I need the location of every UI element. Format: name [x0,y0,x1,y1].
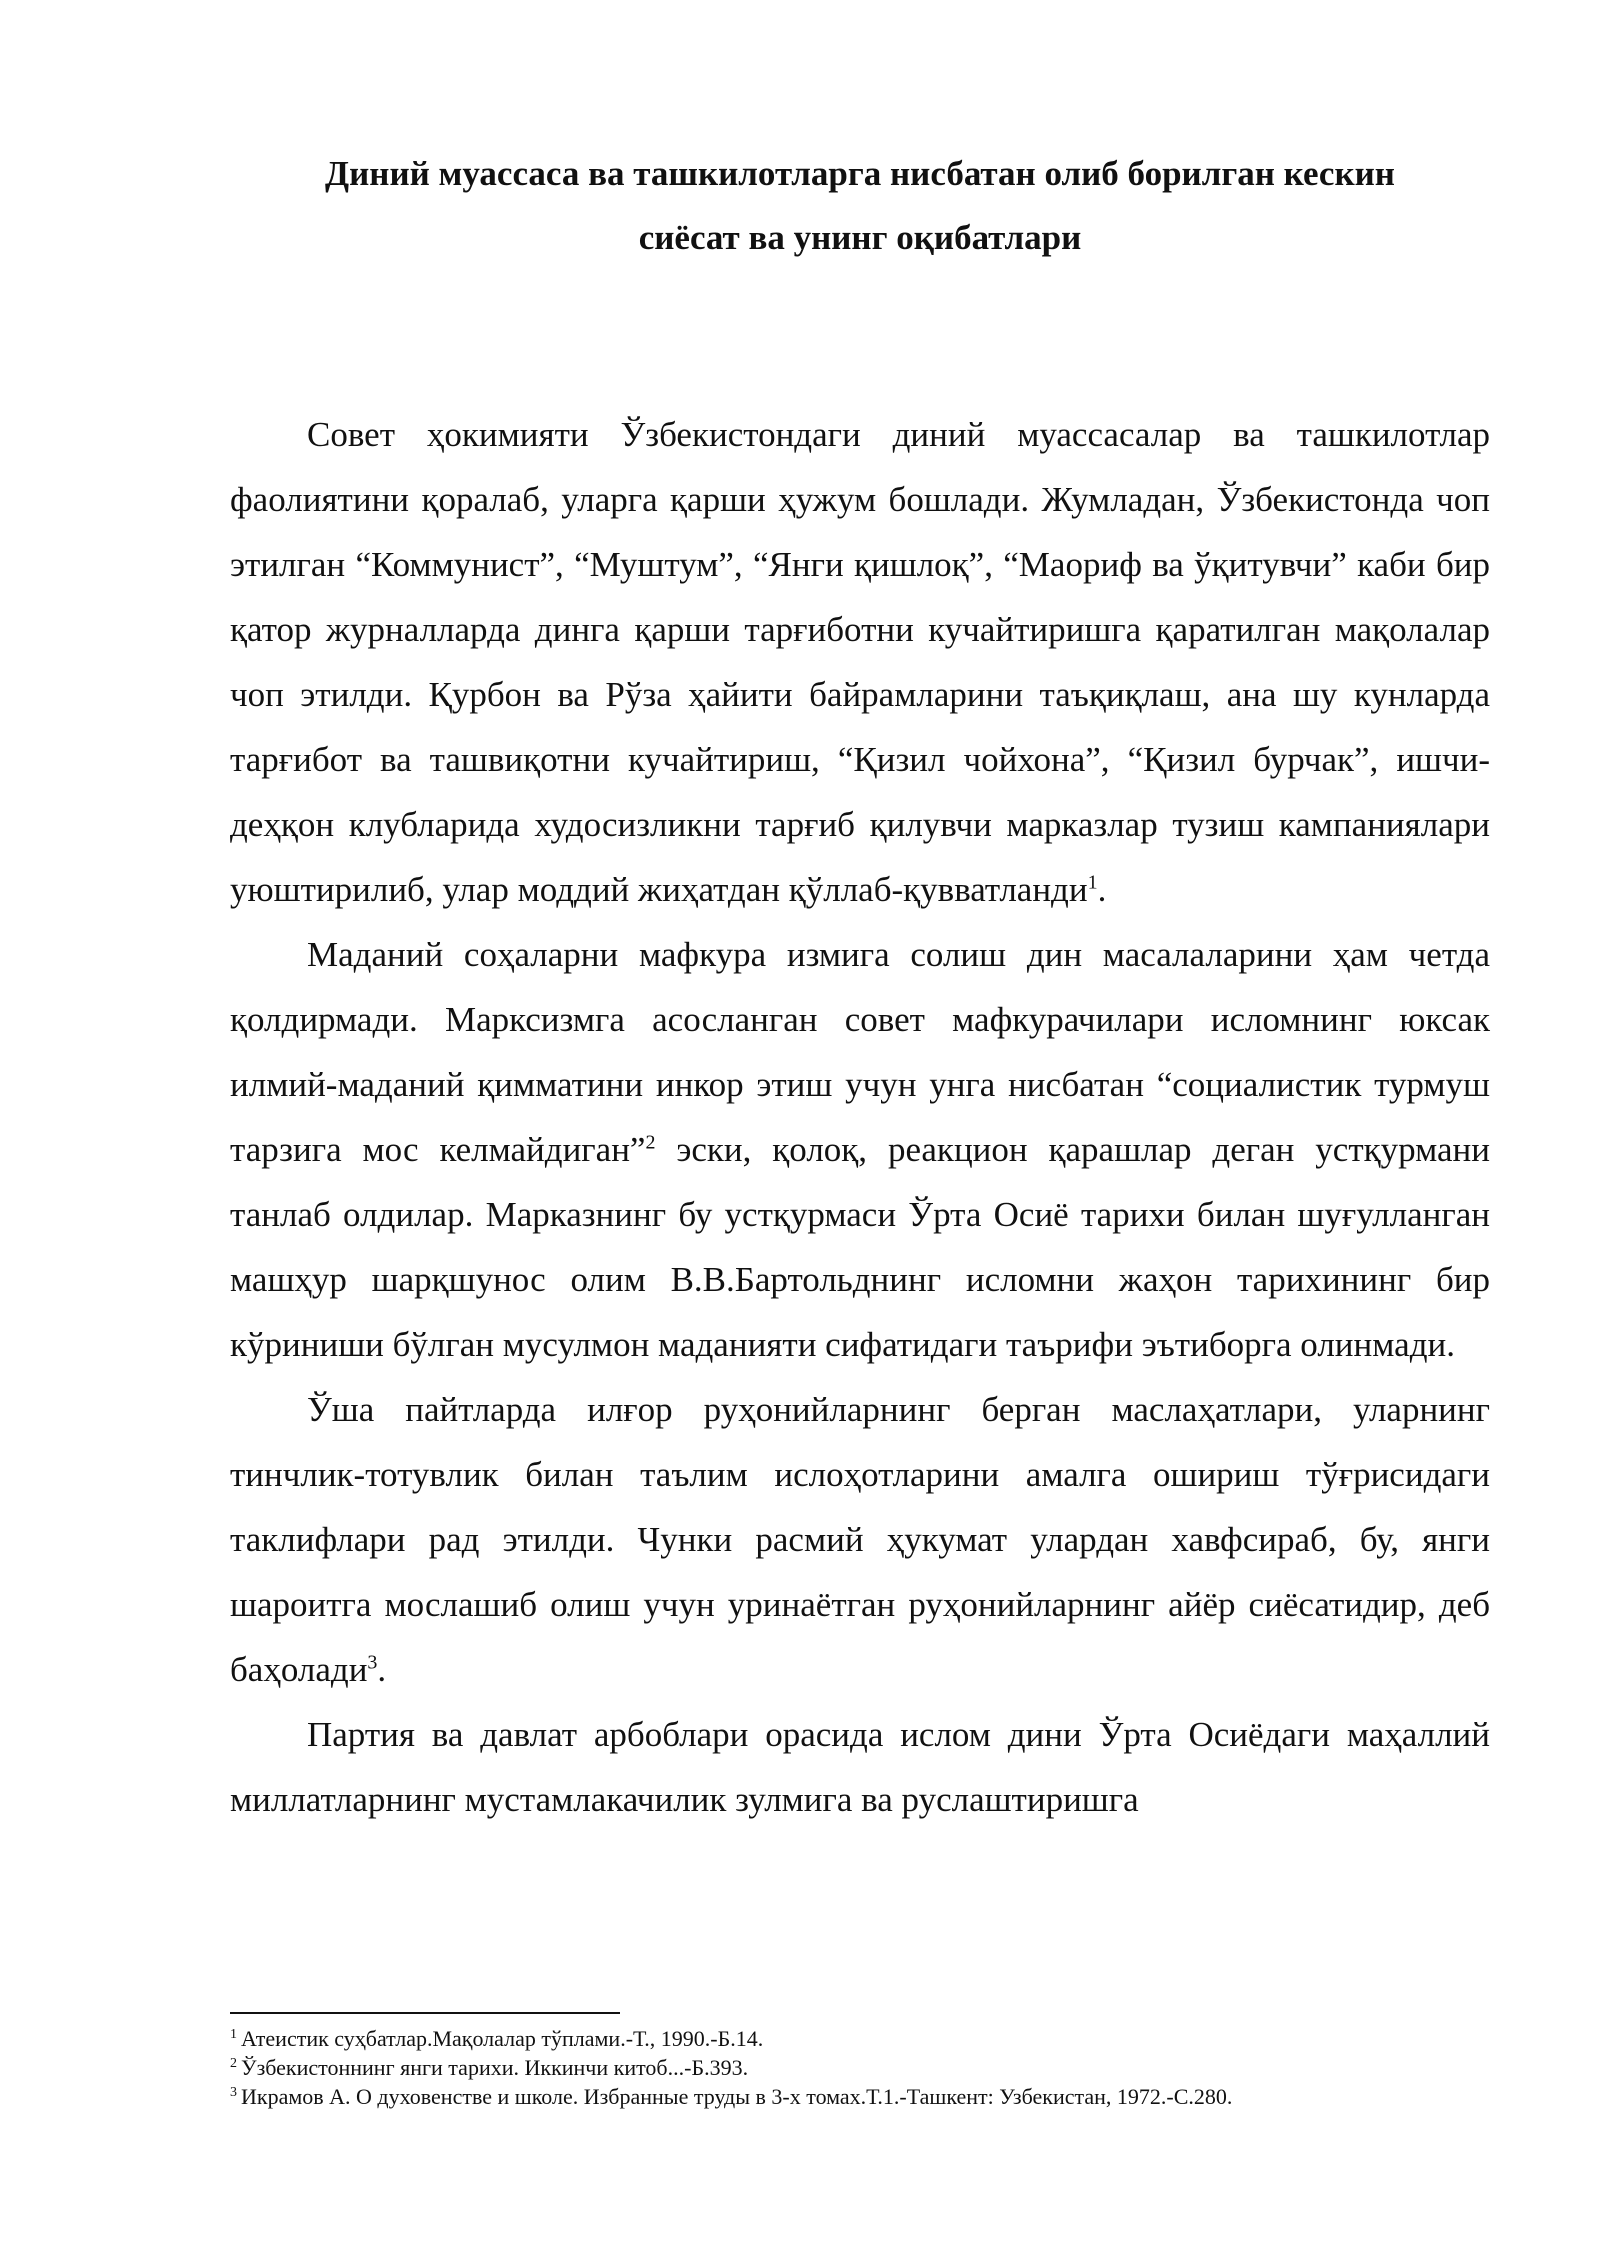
document-title [230,142,1490,270]
footnote-3 [230,2082,1530,2111]
paragraph-4 [230,1702,1490,1832]
footnotes [230,2024,1530,2111]
paragraph-text: Ўша пайтларда илғор руҳонийларнинг берган маслаҳатлари, уларнинг тинчлик-тотувлик билан таълим ислоҳотларини амалга ошириш тўғрисидаги таклифлари рад этилди. Чунки расмий ҳукумат улардан хавфсираб, бу, янги шароитга мослашиб олиш учун уринаётган руҳонийларнинг айёр сиёсатидир, деб баҳолади [230,1390,1490,1689]
paragraph-text: . [377,1650,387,1689]
paragraph-text: Партия ва давлат арбоблари орасида ислом дини Ўрта Осиёдаги маҳаллий миллатларнинг мустамлакачилик зулмига ва руслаштиришга [230,1715,1490,1819]
paragraph-3 [230,1377,1490,1702]
footnote-text: Атеистик суҳбатлар.Мақолалар тўплами.-Т., 1990.-Б.14. [241,2026,764,2051]
paragraph-text: эски, қолоқ, реакцион қарашлар деган устқурмани танлаб олдилар. Марказнинг бу устқурмаси Ўрта Осиё тарихи билан шуғулланган машҳур шарқшунос олим В.В.Бартольднинг исломни жаҳон тарихининг бир кўриниши бўлган мусулмон маданияти сифатидаги таърифи эътиборга олинмади. [230,1130,1490,1364]
body-text [230,402,1490,1832]
footnote-number: 3 [230,2084,237,2100]
footnote-text: Ўзбекистоннинг янги тарихи. Иккинчи китоб...-Б.393. [241,2055,749,2080]
footnote-number: 1 [230,2026,237,2042]
footnote-ref-3: 3 [367,1651,378,1674]
title-line-1: Диний муассаса ва ташкилотларга нисбатан олиб борилган кескин [325,154,1395,193]
paragraph-text: . [1097,870,1107,909]
footnote-separator [230,2012,620,2014]
paragraph-1 [230,402,1490,922]
footnote-number: 2 [230,2055,237,2071]
footnote-ref-2: 2 [645,1131,656,1154]
footnote-text: Икрамов А. О духовенстве и школе. Избранные труды в 3-х томах.Т.1.-Ташкент: Узбекистан, 1972.-С.280. [241,2084,1233,2109]
footnote-2 [230,2053,1530,2082]
title-line-2: сиёсат ва унинг оқибатлари [638,218,1082,257]
paragraph-text: Маданий соҳаларни мафкура измига солиш дин масалаларини ҳам четда қолдирмади. Марксизмга асосланган совет мафкурачилари исломнинг юксак илмий-маданий қимматини инкор этиш учун унга нисбатан “социалистик турмуш тарзига мос келмайдиган” [230,935,1490,1169]
paragraph-text: Совет ҳокимияти Ўзбекистондаги диний муассасалар ва ташкилотлар фаолиятини қоралаб, уларга қарши ҳужум бошлади. Жумладан, Ўзбекистонда чоп этилган “Коммунист”, “Муштум”, “Янги қишлоқ”, “Маориф ва ўқитувчи” каби бир қатор журналларда динга қарши тарғиботни кучайтиришга қаратилган мақолалар чоп этилди. Қурбон ва Рўза ҳайити байрамларини таъқиқлаш, ана шу кунларда тарғибот ва ташвиқотни кучайтириш, “Қизил чойхона”, “Қизил бурчак”, ишчи-деҳқон клубларида худосизликни тарғиб қилувчи марказлар тузиш кампаниялари уюштирилиб, улар моддий жиҳатдан қўллаб-қувватланди [230,415,1490,909]
footnote-ref-1: 1 [1087,871,1098,894]
paragraph-2 [230,922,1490,1377]
footnote-1 [230,2024,1530,2053]
